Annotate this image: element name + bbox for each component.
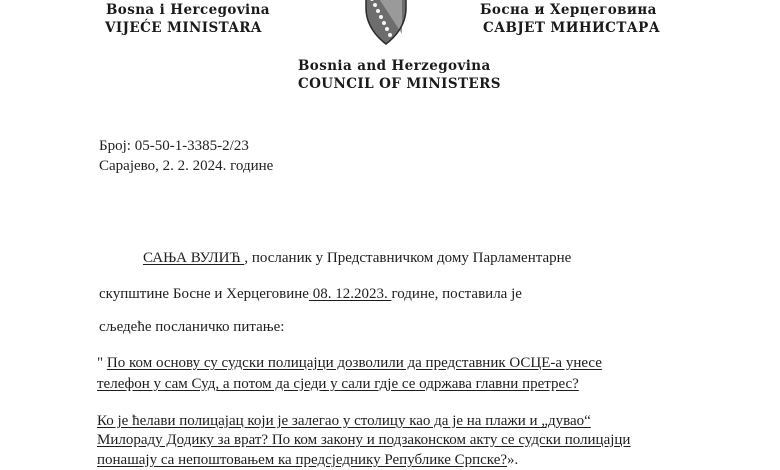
question-line-2: телефон у сам Суд, а потом да сједи у сали гдје се одржава главни претрес? bbox=[97, 376, 579, 392]
deputy-description: , посланик у Представничком дому Парламентарне bbox=[244, 250, 572, 266]
letterhead-left-latin-country: Bosna i Hercegovina bbox=[106, 2, 270, 18]
question-line-5 bbox=[97, 451, 518, 469]
question-line-4: Милораду Додику за врат? По ком закону и подзаконском акту се судски полицајци bbox=[97, 432, 631, 448]
reference-place-date: Сарајево, 2. 2. 2024. године bbox=[99, 158, 274, 174]
letterhead-center-english-country: Bosnia and Herzegovina bbox=[298, 58, 491, 74]
question-line-1 bbox=[97, 354, 602, 372]
deputy-name: САЊА ВУЛИЋ bbox=[143, 250, 245, 266]
letterhead-center-english-institution: COUNCIL OF MINISTERS bbox=[298, 76, 501, 92]
quote-open: " bbox=[97, 355, 107, 371]
letterhead-right-cyrillic-institution: САВЈЕТ МИНИСТАРА bbox=[483, 20, 661, 36]
question-line-5-text: понашају са непоштовањем ка предсједнику Републике Српске? bbox=[97, 452, 508, 468]
question-line-1-text: По ком основу су судски полицајци дозволили да представник ОСЦЕ-а унесе bbox=[106, 355, 602, 371]
coat-of-arms-icon bbox=[362, 0, 410, 48]
letterhead-right-cyrillic-country: Боснa и Херцеговина bbox=[480, 2, 657, 18]
body-line-2 bbox=[99, 285, 522, 303]
body-line-3: сљедеће посланичко питање: bbox=[99, 319, 285, 335]
body-line-2-before: скупштине Босне и Херцеговине bbox=[99, 286, 309, 302]
body-line-1 bbox=[143, 249, 571, 267]
question-line-3: Ко је ћелави полицајац који је залегао у столицу као да је на плажи и „дувао“ bbox=[97, 413, 591, 429]
body-line-2-after: године, поставила је bbox=[391, 286, 522, 302]
letterhead-left-latin-institution: VIJEĆE MINISTARA bbox=[105, 20, 262, 36]
quote-close: ». bbox=[507, 452, 519, 468]
reference-number: Број: 05-50-1-3385-2/23 bbox=[99, 138, 249, 154]
session-date: 08. 12.2023. bbox=[308, 286, 392, 302]
